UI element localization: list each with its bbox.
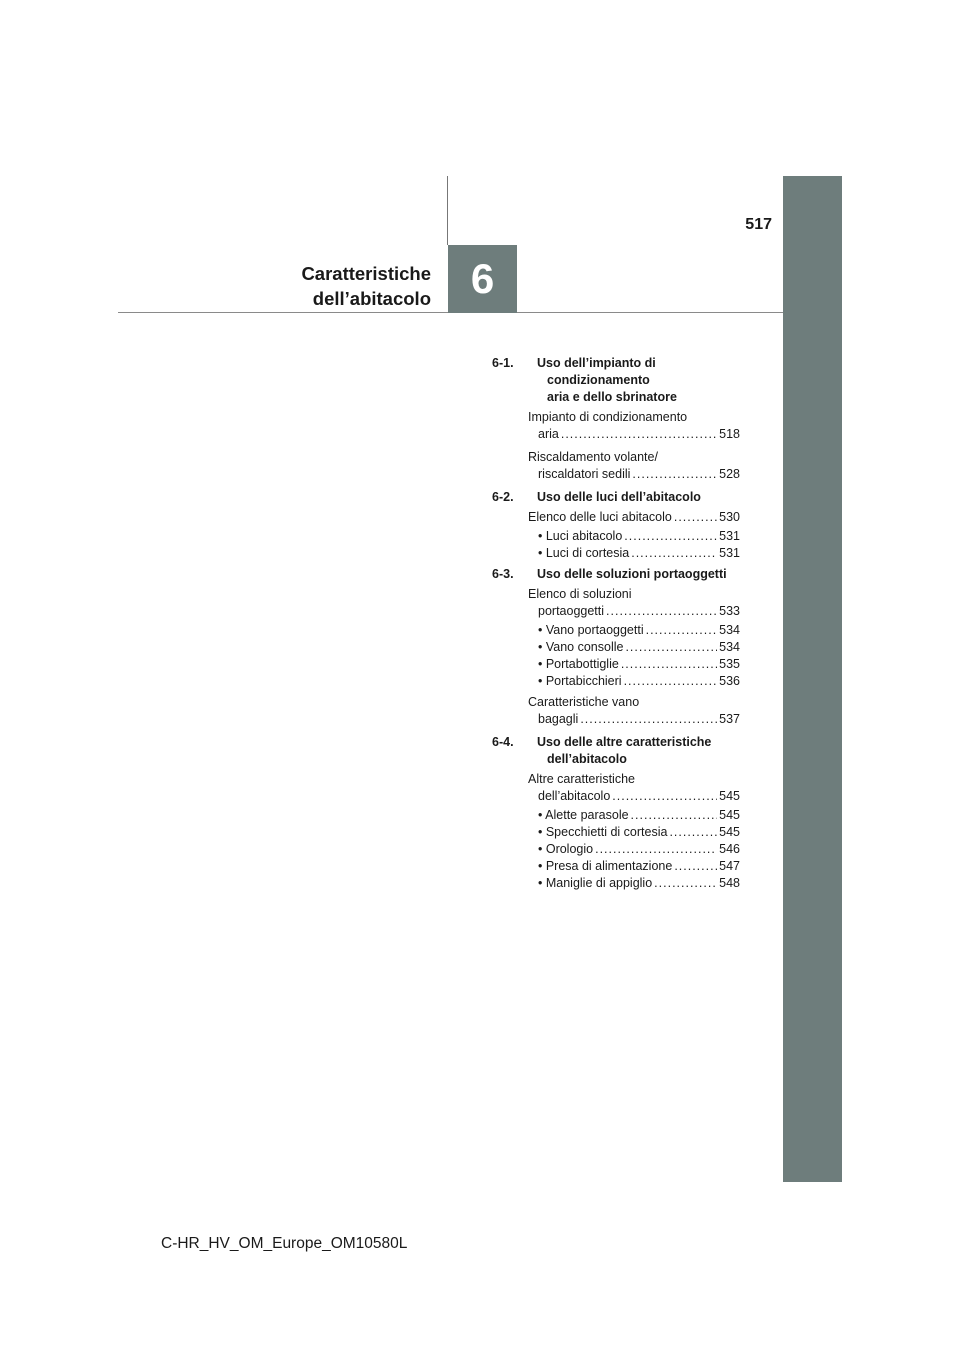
page-ref: 545 (719, 825, 740, 839)
section-number: 6-3. (492, 567, 514, 581)
toc-subentry[interactable] (528, 656, 740, 673)
page-ref: 545 (719, 789, 740, 803)
page-ref: 548 (719, 876, 740, 890)
page-ref: 534 (719, 640, 740, 654)
section-number: 6-2. (492, 490, 514, 504)
toc-section-6-2[interactable] (492, 489, 740, 506)
subentry-title: • Vano portaoggetti (538, 623, 644, 637)
page-ref: 534 (719, 623, 740, 637)
page-ref: 533 (719, 604, 740, 618)
section-title: Uso delle altre caratteristiche (537, 735, 712, 749)
chapter-title (180, 261, 431, 311)
entry-title: Impianto di condizionamento (528, 410, 688, 424)
page-ref: 537 (719, 712, 740, 726)
toc-subentry[interactable] (528, 528, 740, 545)
subentry-title: • Portabicchieri (538, 674, 622, 688)
entry-title-cont: dell’abitacolo (538, 789, 611, 803)
page-ref: 546 (719, 842, 740, 856)
subentry-title: • Luci abitacolo (538, 529, 623, 543)
toc-subentry[interactable] (528, 824, 740, 841)
page-ref: 530 (719, 510, 740, 524)
entry-title-cont: aria (538, 427, 559, 441)
toc-section-6-1[interactable] (492, 355, 740, 406)
toc-entry[interactable] (528, 509, 740, 526)
page-ref: 528 (719, 467, 740, 481)
page-ref: 536 (719, 674, 740, 688)
section-number: 6-4. (492, 735, 514, 749)
section-title-cont: condizionamento (547, 373, 650, 387)
toc-entry[interactable] (528, 771, 740, 805)
toc-subentry[interactable] (528, 673, 740, 690)
toc-section-6-4[interactable] (492, 734, 740, 768)
chapter-title-line1: Caratteristiche (301, 263, 431, 284)
subentry-title: • Portabottiglie (538, 657, 619, 671)
entry-title: Elenco delle luci abitacolo (528, 510, 672, 524)
toc-entry[interactable] (528, 409, 740, 443)
toc-entry[interactable] (528, 449, 740, 483)
toc-subentry[interactable] (528, 875, 740, 892)
entry-title: Caratteristiche vano (528, 695, 640, 709)
header-vertical-rule (447, 176, 448, 245)
subentry-title: • Vano consolle (538, 640, 624, 654)
subentry-title: • Presa di alimentazione (538, 859, 673, 873)
page-ref: 531 (719, 529, 740, 543)
subentry-title: • Orologio (538, 842, 594, 856)
toc-entry[interactable] (528, 694, 740, 728)
entry-title-cont: riscaldatori sedili (538, 467, 631, 481)
toc-subentry[interactable] (528, 841, 740, 858)
toc-entry[interactable] (528, 586, 740, 620)
page-ref: 518 (719, 427, 740, 441)
toc-subentry[interactable] (528, 545, 740, 562)
page-ref: 535 (719, 657, 740, 671)
toc-subentry[interactable] (528, 622, 740, 639)
page-number: 517 (745, 216, 772, 233)
toc-subentry[interactable] (528, 858, 740, 875)
page-ref: 531 (719, 546, 740, 560)
entry-title: Riscaldamento volante/ (528, 450, 658, 464)
chapter-side-band (783, 176, 842, 1182)
entry-title: Altre caratteristiche (528, 772, 635, 786)
section-title: Uso delle soluzioni portaoggetti (537, 567, 727, 581)
section-title-cont: aria e dello sbrinatore (547, 390, 677, 404)
table-of-contents (492, 355, 740, 892)
toc-section-6-3[interactable] (492, 566, 740, 583)
section-number: 6-1. (492, 356, 514, 370)
section-title: Uso delle luci dell’abitacolo (537, 490, 701, 504)
subentry-title: • Alette parasole (538, 808, 629, 822)
toc-subentry[interactable] (528, 639, 740, 656)
entry-title: Elenco di soluzioni (528, 587, 632, 601)
document-code: C-HR_HV_OM_Europe_OM10580L (161, 1235, 408, 1252)
chapter-number: 6 (470, 255, 495, 302)
subentry-title: • Luci di cortesia (538, 546, 630, 560)
entry-title-cont: portaoggetti (538, 604, 605, 618)
subentry-title: • Maniglie di appiglio (538, 876, 653, 890)
section-title: Uso dell’impianto di (537, 356, 656, 370)
chapter-title-line2: dell’abitacolo (312, 288, 431, 309)
entry-title-cont: bagagli (538, 712, 579, 726)
subentry-title: • Specchietti di cortesia (538, 825, 668, 839)
page-ref: 545 (719, 808, 740, 822)
page-ref: 547 (719, 859, 740, 873)
chapter-number-tab (448, 245, 517, 313)
section-title-cont: dell’abitacolo (547, 752, 627, 766)
toc-subentry[interactable] (528, 807, 740, 824)
